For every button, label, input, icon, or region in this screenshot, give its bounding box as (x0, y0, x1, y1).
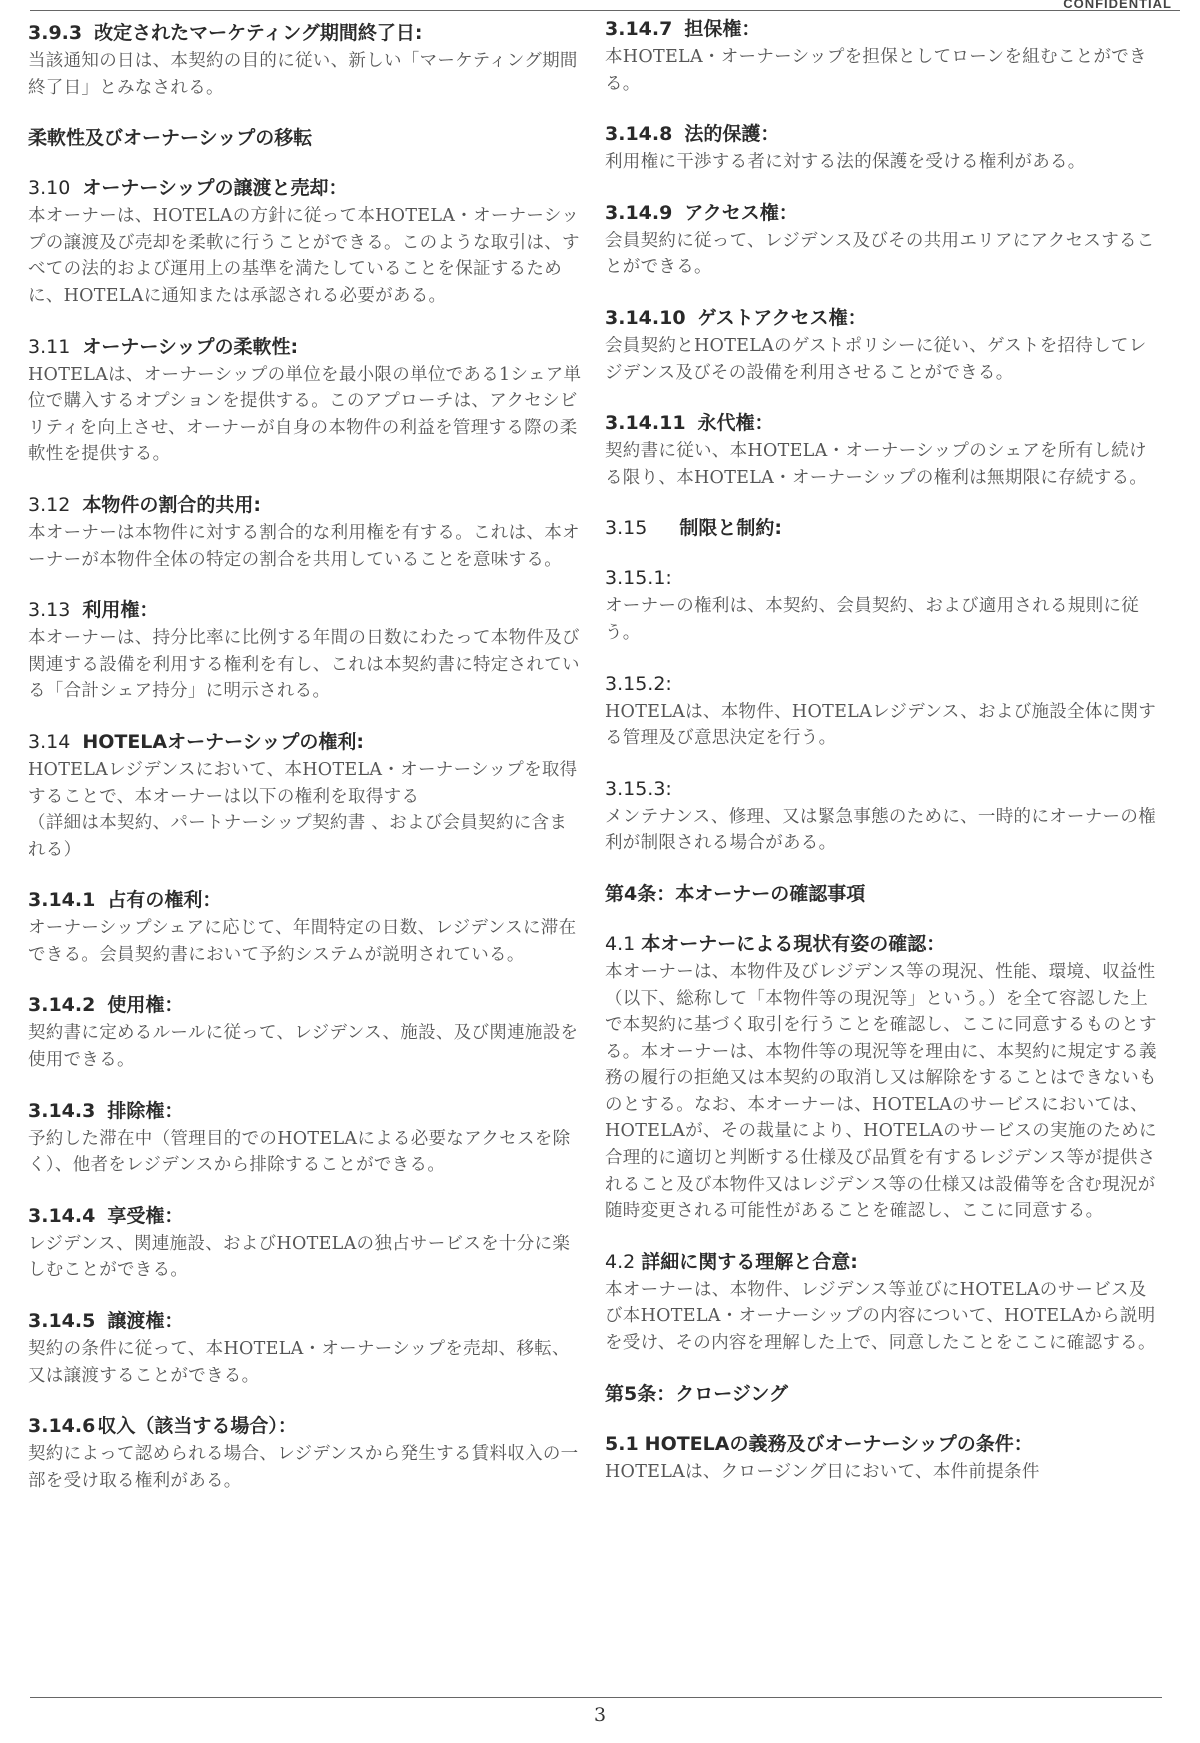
section-5-1 (605, 1431, 1161, 1486)
section-title: HOTELAの義務及びオーナーシップの条件： (644, 1432, 1033, 1455)
section-heading (28, 1413, 584, 1439)
section-heading (605, 1431, 1161, 1457)
section-body: レジデンス、関連施設、およびHOTELAの独占サービスを十分に楽しむことができる。 (28, 1233, 571, 1281)
section-heading (28, 992, 584, 1018)
section-body: HOTELAは、オーナーシップの単位を最小限の単位である1シェア単位で購入するオプションを提供する。このアプローチは、アクセシビリティを向上させ、オーナーが自身の本物件の利益を管理する際の柔軟性を提供する。 (28, 364, 582, 465)
section-3-14-6 (28, 1413, 584, 1494)
section-body: オーナーシップシェアに応じて、年間特定の日数、レジデンスに滞在できる。会員契約書において予約システムが説明されている。 (28, 918, 577, 965)
section-3-15-3 (605, 776, 1161, 857)
section-number: 4.1 (605, 932, 636, 955)
section-number: 3.14.7 (605, 18, 673, 40)
section-3-14-1 (28, 887, 584, 968)
section-3-15-2 (605, 671, 1161, 752)
section-body: 利用権に干渉する者に対する法的保護を受ける権利がある。 (605, 152, 1086, 173)
section-body: 本オーナーは本物件に対する割合的な利用権を有する。これは、本オーナーが本物件全体の特定の割合を共用していることを意味する。 (28, 522, 580, 570)
section-3-10 (28, 175, 584, 309)
section-heading (605, 515, 1161, 541)
right-column (605, 16, 1161, 1509)
section-heading (28, 20, 584, 46)
section-number: 3.12 (28, 493, 71, 516)
section-number: 3.15.2: (605, 672, 672, 695)
section-heading (28, 334, 584, 360)
section-3-14-11 (605, 410, 1161, 491)
section-title: 本物件の割合的共用: (82, 493, 261, 516)
section-number: 3.14.8 (605, 123, 673, 146)
section-number: 4.2 (605, 1250, 636, 1273)
section-3-14-7 (605, 16, 1161, 97)
section-body: 本HOTELA・オーナーシップを担保としてローンを組むことができる。 (605, 47, 1147, 94)
section-body: HOTELAは、本物件、HOTELAレジデンス、および施設全体に関する管理及び意思決定を行う。 (605, 701, 1157, 749)
section-heading (28, 1308, 584, 1334)
section-body: 本オーナーは、本物件及びレジデンス等の現況、性能、環境、収益性（以下、総称して「本物件等の現況等」という。）を全て容認した上で本契約に基づく取引を行うことを確認し、ここに同意するものとする。本オーナーは、本物件等の現況等を理由に、本契約に規定する義務の履行の拒絶又は本契約の取消し又は解除をすることはできないものとする。なお、本オーナーは、HOTELAのサービスにおいては、HOTELAが、その裁量により、HOTELAのサービスの実施のために合理的に適切と判断する仕様及び品質を有するレジデンス等が提供されること及び本物件又はレジデンス等の仕様又は設備等を含む現況が随時変更される可能性があることを確認し、ここに同意する。 (605, 961, 1157, 1222)
section-heading (605, 200, 1161, 226)
section-number: 3.14.10 (605, 306, 686, 329)
section-body: メンテナンス、修理、又は緊急事態のために、一時的にオーナーの権利が制限される場合がある。 (605, 806, 1156, 854)
section-title: 改定されたマーケティング期間終了日: (94, 22, 423, 44)
page-number: 3 (593, 1704, 607, 1726)
section-3-14-8 (605, 121, 1161, 176)
section-title: オーナーシップの柔軟性: (82, 335, 299, 358)
section-body: 契約によって認められる場合、レジデンスから発生する賃料収入の一部を受け取る権利がある。 (28, 1444, 579, 1491)
section-number: 3.14.2 (28, 994, 96, 1017)
section-heading (28, 175, 584, 201)
section-3-15-1 (605, 565, 1161, 646)
section-title: 収入（該当する場合）： (97, 1415, 297, 1438)
section-body: 契約の条件に従って、本HOTELA・オーナーシップを売却、移転、又は譲渡することができる。 (28, 1339, 570, 1386)
section-title: 利用権： (82, 599, 159, 622)
section-3-14-9 (605, 200, 1161, 281)
section-heading (605, 565, 1161, 591)
section-heading (605, 931, 1161, 957)
section-heading (605, 671, 1161, 697)
section-number: 3.15.3: (605, 777, 672, 800)
section-body: オーナーの権利は、本契約、会員契約、および適用される規則に従う。 (605, 596, 1139, 643)
section-heading (28, 1203, 584, 1229)
section-4-2 (605, 1249, 1161, 1357)
section-3-14-5 (28, 1308, 584, 1389)
article-5-heading: 第5条：クロージング (605, 1382, 788, 1405)
section-title: アクセス権： (684, 201, 798, 224)
section-3-14 (28, 729, 584, 863)
section-number: 3.10 (28, 177, 71, 200)
section-body: 本オーナーは、HOTELAの方針に従って本HOTELA・オーナーシップの譲渡及び売却を柔軟に行うことができる。このような取引は、すべての法的および運用上の基準を満たしていることを保証するために、HOTELAに通知または承認される必要がある。 (28, 206, 580, 306)
article-4-heading: 第4条：本オーナーの確認事項 (605, 882, 866, 905)
section-title: 譲渡権： (107, 1310, 184, 1333)
section-heading (28, 492, 584, 518)
header-rule (30, 10, 1180, 11)
section-body: HOTELAは、クロージング日において、本件前提条件 (605, 1461, 1040, 1482)
section-note: （詳細は本契約、パートナーシップ契約書 、および会員契約に含まれる） (28, 813, 568, 860)
section-heading (28, 1098, 584, 1124)
section-heading (605, 1249, 1161, 1275)
category-heading: 柔軟性及びオーナーシップの移転 (28, 127, 313, 150)
footer-rule (30, 1697, 1162, 1698)
section-body: 会員契約とHOTELAのゲストポリシーに従い、ゲストを招待してレジデンス及びその設備を利用させることができる。 (605, 335, 1147, 383)
section-3-9-3 (28, 20, 584, 101)
section-title: 本オーナーによる現状有姿の確認： (641, 932, 946, 955)
section-heading (28, 597, 584, 623)
section-number: 3.15 (605, 517, 648, 540)
confidential-label: CONFIDENTIAL (1063, 0, 1172, 11)
section-heading (605, 776, 1161, 802)
section-title: 永代権： (697, 412, 774, 435)
section-3-13 (28, 597, 584, 705)
section-body: 当該通知の日は、本契約の目的に従い、新しい「マーケティング期間終了日」とみなされる。 (28, 51, 578, 98)
section-body: 会員契約に従って、レジデンス及びその共用エリアにアクセスすることができる。 (605, 230, 1155, 278)
section-title: 詳細に関する理解と合意: (641, 1250, 858, 1273)
section-number: 3.14.9 (605, 201, 673, 224)
section-body: 本オーナーは、本物件、レジデンス等並びにHOTELAのサービス及び本HOTELA・オーナーシップの内容について、HOTELAから説明を受け、その内容を理解した上で、同意したことをここに確認する。 (605, 1279, 1156, 1354)
section-number: 3.14.4 (28, 1204, 96, 1227)
section-heading (28, 729, 584, 755)
section-3-14-3 (28, 1098, 584, 1179)
section-title: 享受権： (107, 1204, 184, 1227)
section-number: 3.11 (28, 335, 71, 358)
section-3-14-10 (605, 305, 1161, 386)
section-heading (605, 305, 1161, 331)
section-number: 3.13 (28, 599, 71, 622)
section-title: ゲストアクセス権： (697, 306, 867, 329)
section-3-11 (28, 334, 584, 468)
section-number: 5.1 (605, 1432, 639, 1455)
section-heading (28, 887, 584, 913)
section-heading (605, 121, 1161, 147)
section-title: 法的保護： (684, 123, 780, 146)
section-3-15 (605, 515, 1161, 541)
section-title: HOTELAオーナーシップの権利: (82, 730, 364, 753)
section-body: 本オーナーは、持分比率に比例する年間の日数にわたって本物件及び関連する設備を利用する権利を有し、これは本契約書に特定されている「合計シェア持分」に明示される。 (28, 628, 580, 702)
section-3-14-4 (28, 1203, 584, 1284)
section-number: 3.14.1 (28, 889, 96, 912)
section-title: 制限と制約: (679, 517, 782, 540)
section-3-14-2 (28, 992, 584, 1073)
section-heading (605, 410, 1161, 436)
section-number: 3.9.3 (28, 22, 83, 44)
section-number: 3.14 (28, 730, 71, 753)
section-body: 契約書に定めるルールに従って、レジデンス、施設、及び関連施設を使用できる。 (28, 1023, 579, 1071)
section-title: オーナーシップの譲渡と売却： (82, 177, 348, 200)
section-title: 占有の権利： (107, 889, 222, 912)
left-column (28, 20, 584, 1518)
section-3-12 (28, 492, 584, 573)
section-title: 排除権： (107, 1099, 184, 1122)
section-title: 担保権： (684, 18, 761, 40)
section-4-1 (605, 931, 1161, 1225)
section-number: 3.14.3 (28, 1099, 96, 1122)
section-number: 3.14.5 (28, 1310, 96, 1333)
section-heading (605, 16, 1161, 42)
section-body: 契約書に従い、本HOTELA・オーナーシップのシェアを所有し続ける限り、本HOTELA・オーナーシップの権利は無期限に存続する。 (605, 441, 1148, 488)
section-title: 使用権： (107, 994, 184, 1017)
section-body: 予約した滞在中（管理目的でのHOTELAによる必要なアクセスを除く）、他者をレジデンスから排除することができる。 (28, 1128, 571, 1176)
section-number: 3.14.6 (28, 1415, 96, 1438)
section-body: HOTELAレジデンスにおいて、本HOTELA・オーナーシップを取得することで、本オーナーは以下の権利を取得する (28, 759, 578, 807)
section-number: 3.15.1: (605, 567, 672, 590)
section-number: 3.14.11 (605, 412, 686, 435)
